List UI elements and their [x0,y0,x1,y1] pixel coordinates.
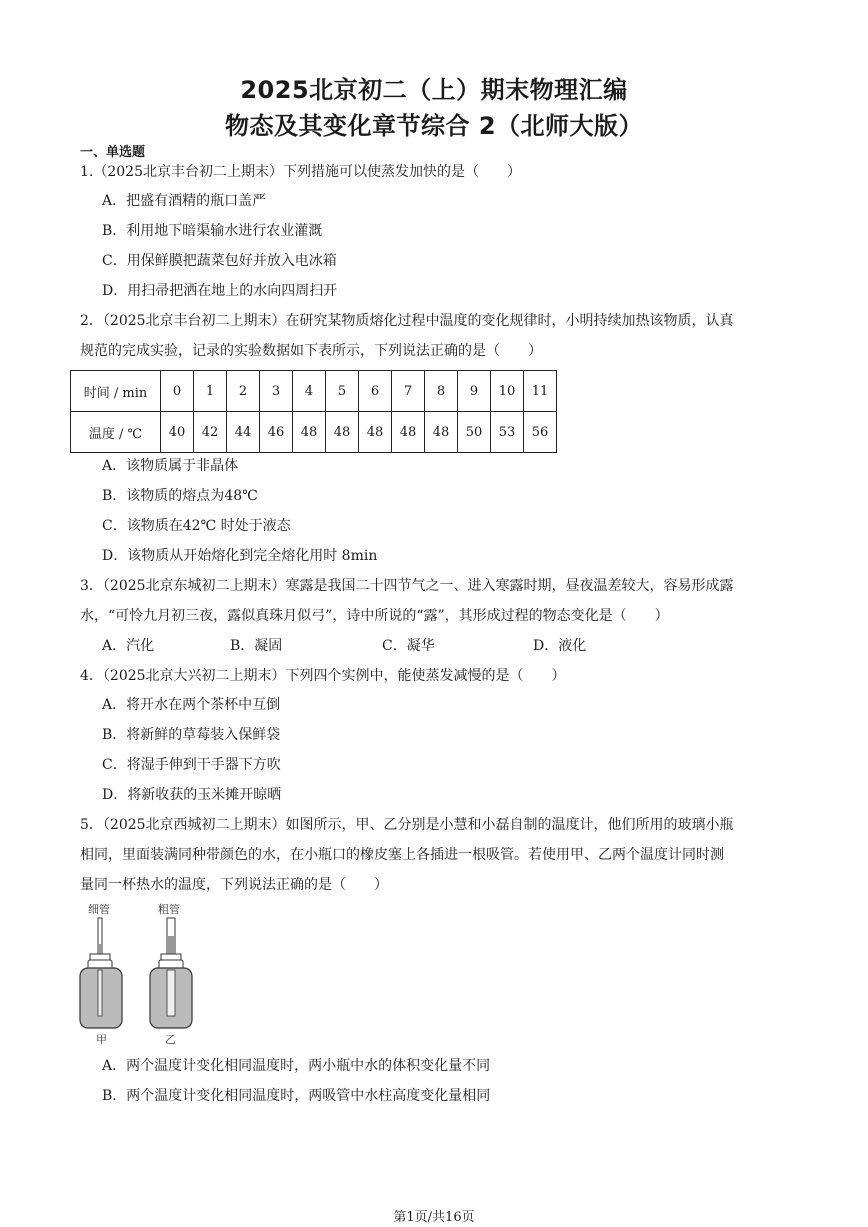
q1-option-d: D．用扫帚把洒在地上的水向四周扫开 [102,283,338,299]
table-cell: 7 [392,371,425,412]
table-cell: 2 [227,371,260,412]
question-4-stem: 4．（2025北京大兴初二上期末）下列四个实例中，能使蒸发减慢的是（ ） [80,668,566,684]
table-cell: 3 [260,371,293,412]
table-cell: 5 [326,371,359,412]
table-cell: 8 [425,371,458,412]
label-jia: 甲 [96,1033,107,1046]
table-cell: 44 [227,412,260,453]
question-2-stem-1: 2．（2025北京丰台初二上期末）在研究某物质熔化过程中温度的变化规律时，小明持续加热该物质，认真 [80,313,734,329]
table-row [71,371,557,412]
table-cell: 48 [359,412,392,453]
table-cell: 46 [260,412,293,453]
q5-option-a: A．两个温度计变化相同温度时，两小瓶中水的体积变化量不同 [102,1058,491,1074]
table-header-time: 时间 / min [71,371,161,412]
q1-option-c: C．用保鲜膜把蔬菜包好并放入电冰箱 [102,253,337,269]
q2-option-a: A．该物质属于非晶体 [102,458,239,474]
page-footer: 第1页/共16页 [393,1210,475,1225]
q3-option-b: B．凝固 [230,638,283,654]
table-cell: 53 [491,412,524,453]
label-thin-tube: 细管 [88,903,110,916]
table-cell: 1 [194,371,227,412]
q5-option-b: B．两个温度计变化相同温度时，两吸管中水柱高度变化量相同 [102,1088,491,1104]
q4-option-a: A．将开水在两个茶杯中互倒 [102,697,281,713]
table-cell: 4 [293,371,326,412]
q2-option-d: D．该物质从开始熔化到完全熔化用时 8min [102,548,378,564]
label-yi: 乙 [165,1033,176,1046]
q3-option-a: A．汽化 [102,638,155,654]
doc-title-line2: 物态及其变化章节综合 2（北师大版） [224,112,644,140]
table-cell: 0 [161,371,194,412]
bottle-jia [80,918,122,1028]
table-cell: 48 [425,412,458,453]
q4-option-d: D．将新收获的玉米摊开晾晒 [102,787,282,803]
question-5-stem-2: 相同，里面装满同种带颜色的水，在小瓶口的橡皮塞上各插进一根吸管。若使用甲、乙两个温度计同时测 [80,847,724,863]
question-2-stem-2: 规范的完成实验，记录的实验数据如下表所示，下列说法正确的是（ ） [80,343,542,359]
q2-option-c: C．该物质在42℃ 时处于液态 [102,518,291,534]
section-heading: 一、单选题 [80,145,146,160]
table-cell: 48 [392,412,425,453]
q1-option-a: A．把盛有酒精的瓶口盖严 [102,193,267,209]
table-cell: 11 [524,371,557,412]
question-5-stem-1: 5．（2025北京西城初二上期末）如图所示，甲、乙分别是小慧和小磊自制的温度计，他们所用的玻璃小瓶 [80,817,734,833]
q4-option-b: B．将新鲜的草莓装入保鲜袋 [102,727,281,743]
doc-title-line1: 2025北京初二（上）期末物理汇编 [240,76,628,104]
thermometer-figure [70,900,220,1050]
bottle-yi [150,918,192,1028]
question-1-stem: 1.（2025北京丰台初二上期末）下列措施可以使蒸发加快的是（ ） [80,164,521,180]
table-cell: 6 [359,371,392,412]
table-cell: 56 [524,412,557,453]
q2-option-b: B．该物质的熔点为48℃ [102,488,258,504]
table-header-temp: 温度 / ℃ [71,412,161,453]
question-3-stem-2: 水，“可怜九月初三夜，露似真珠月似弓”，诗中所说的“露”，其形成过程的物态变化是（ ） [80,608,669,624]
table-cell: 10 [491,371,524,412]
table-cell: 42 [194,412,227,453]
table-cell: 50 [458,412,491,453]
table-cell: 9 [458,371,491,412]
table-cell: 48 [326,412,359,453]
table-cell: 48 [293,412,326,453]
table-row [71,412,557,453]
q1-option-b: B．利用地下暗渠输水进行农业灌溉 [102,223,323,239]
data-table [70,370,557,453]
q3-option-c: C．凝华 [382,638,435,654]
label-thick-tube: 粗管 [158,903,180,916]
q4-option-c: C．将湿手伸到干手器下方吹 [102,757,281,773]
q3-option-d: D．液化 [533,638,587,654]
question-3-stem-1: 3．（2025北京东城初二上期末）寒露是我国二十四节气之一、进入寒露时期，昼夜温差较大，容易形成露 [80,578,734,594]
table-cell: 40 [161,412,194,453]
question-5-stem-3: 量同一杯热水的温度，下列说法正确的是（ ） [80,877,388,893]
